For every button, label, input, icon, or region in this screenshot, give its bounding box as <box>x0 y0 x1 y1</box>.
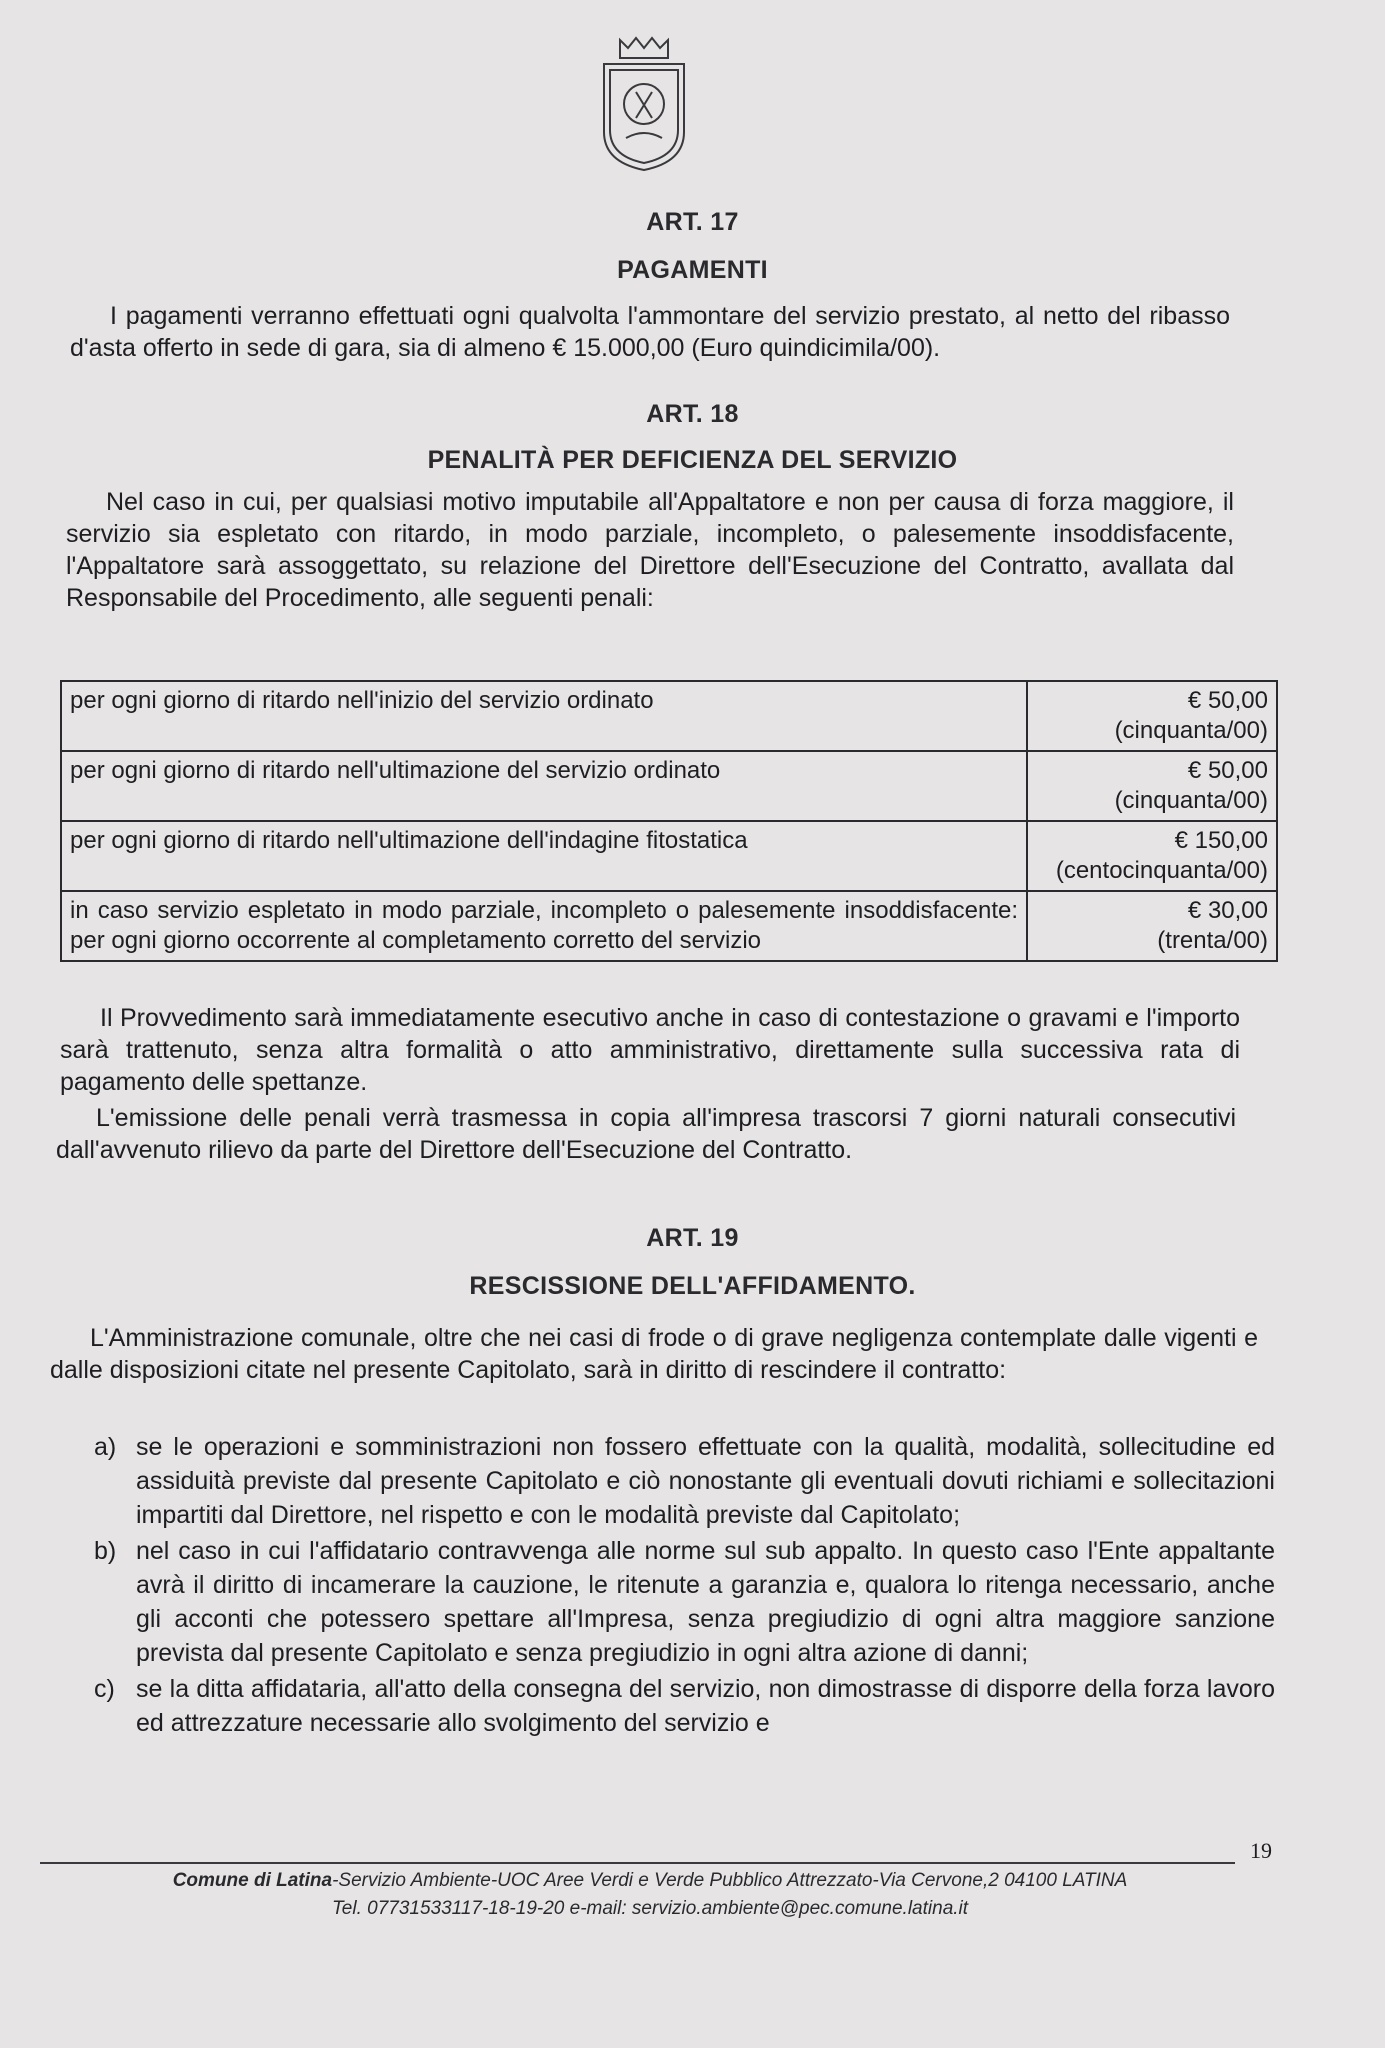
penalty-amount-words: (cinquanta/00) <box>1114 717 1268 744</box>
municipal-crest-icon <box>596 32 692 172</box>
list-marker: a) <box>94 1433 117 1461</box>
list-item-text: se le operazioni e somministrazioni non fossero effettuate con la qualità, modalità, sollecitudine ed assiduità previste dal presente Capitolato e ciò nonostante gli eventuali dovuti richiami e sollecitazioni impartiti dal Direttore, nel rispetto e con le modalità previste dal Capitolato; <box>136 1433 1275 1529</box>
art19-number: ART. 19 <box>646 1224 739 1252</box>
art18-intro: Nel caso in cui, per qualsiasi motivo imputabile all'Appaltatore e non per causa di forza maggiore, il servizio sia espletato con ritardo, in modo parziale, incompleto, o palesemente insoddisfacente, l'Appaltatore sarà assoggettato, su relazione del Direttore dell'Esecuzione del Contratto, avallata dal Responsabile del Procedimento, alle seguenti penali: <box>66 488 1234 612</box>
penalty-description: per ogni giorno di ritardo nell'ultimazione del servizio ordinato <box>61 751 1027 821</box>
table-row <box>61 751 1277 821</box>
penalty-amount-cell <box>1027 681 1277 751</box>
footer-line-1 <box>0 1870 1300 1892</box>
footer-address: -Servizio Ambiente-UOC Aree Verdi e Verde Pubblico Attrezzato-Via Cervone,2 04100 LATINA <box>332 1870 1128 1891</box>
art17-text: I pagamenti verranno effettuati ogni qualvolta l'ammontare del servizio prestato, al netto del ribasso d'asta offerto in sede di gara, sia di almeno € 15.000,00 (Euro quindicimila/00). <box>70 302 1230 362</box>
footer-line-2: Tel. 07731533117-18-19-20 e-mail: servizio.ambiente@pec.comune.latina.it <box>331 1898 969 1919</box>
art19-intro: L'Amministrazione comunale, oltre che nei casi di frode o di grave negligenza contemplate dalle vigenti e dalle disposizioni citate nel presente Capitolato, sarà in diritto di rescindere il contratto: <box>50 1324 1258 1384</box>
penalty-description: per ogni giorno di ritardo nell'ultimazione dell'indagine fitostatica <box>61 821 1027 891</box>
art17-title: PAGAMENTI <box>617 256 768 284</box>
list-marker: b) <box>94 1537 117 1565</box>
penalty-amount: € 50,00 <box>1187 757 1268 784</box>
list-item-text: se la ditta affidataria, all'atto della consegna del servizio, non dimostrasse di disporre della forza lavoro ed attrezzature necessarie allo svolgimento del servizio e <box>136 1675 1275 1737</box>
footer-org: Comune di Latina <box>172 1870 333 1891</box>
list-item-text: nel caso in cui l'affidatario contravvenga alle norme sul sub appalto. In questo caso l'Ente appaltante avrà il diritto di incamerare la cauzione, le ritenute a garanzia e, qualora lo ritenga necessario, anche gli acconti che potessero spettare all'Impresa, senza pregiudizio di ogni altra maggiore sanzione prevista dal presente Capitolato e senza pregiudizio in ogni altra azione di danni; <box>136 1537 1275 1667</box>
art17-number: ART. 17 <box>646 208 739 236</box>
penalty-amount: € 150,00 <box>1174 827 1268 854</box>
penalty-amount-words: (trenta/00) <box>1157 927 1268 954</box>
penalty-amount-cell <box>1027 751 1277 821</box>
list-marker: c) <box>94 1675 115 1703</box>
rescission-list <box>80 1430 1275 1742</box>
page-number: 19 <box>1250 1838 1272 1863</box>
list-item <box>80 1672 1275 1740</box>
art18-after-1: Il Provvedimento sarà immediatamente esecutivo anche in caso di contestazione o gravami e l'importo sarà trattenuto, senza altra formalità o atto amministrativo, direttamente sulla successiva rata di pagamento delle spettanze. <box>60 1004 1240 1096</box>
art18-title: PENALITÀ PER DEFICIENZA DEL SERVIZIO <box>427 446 958 474</box>
art18-number: ART. 18 <box>646 400 739 428</box>
penalties-table <box>60 680 1278 962</box>
art19-title: RESCISSIONE DELL'AFFIDAMENTO. <box>469 1272 916 1300</box>
list-item <box>80 1534 1275 1670</box>
penalty-amount-words: (cinquanta/00) <box>1114 787 1268 814</box>
table-row <box>61 891 1277 961</box>
art18-after-2: L'emissione delle penali verrà trasmessa in copia all'impresa trascorsi 7 giorni naturali consecutivi dall'avvenuto rilievo da parte del Direttore dell'Esecuzione del Contratto. <box>56 1104 1236 1164</box>
penalty-amount-cell <box>1027 891 1277 961</box>
table-row <box>61 821 1277 891</box>
penalty-description: in caso servizio espletato in modo parziale, incompleto o palesemente insoddisfacente: per ogni giorno occorrente al completamento corretto del servizio <box>61 891 1027 961</box>
penalty-amount: € 30,00 <box>1187 897 1268 924</box>
footer-divider <box>40 1862 1235 1864</box>
penalty-description: per ogni giorno di ritardo nell'inizio del servizio ordinato <box>61 681 1027 751</box>
list-item <box>80 1430 1275 1532</box>
table-row <box>61 681 1277 751</box>
penalty-amount-words: (centocinquanta/00) <box>1055 857 1268 884</box>
penalty-amount-cell <box>1027 821 1277 891</box>
penalty-amount: € 50,00 <box>1187 687 1268 714</box>
